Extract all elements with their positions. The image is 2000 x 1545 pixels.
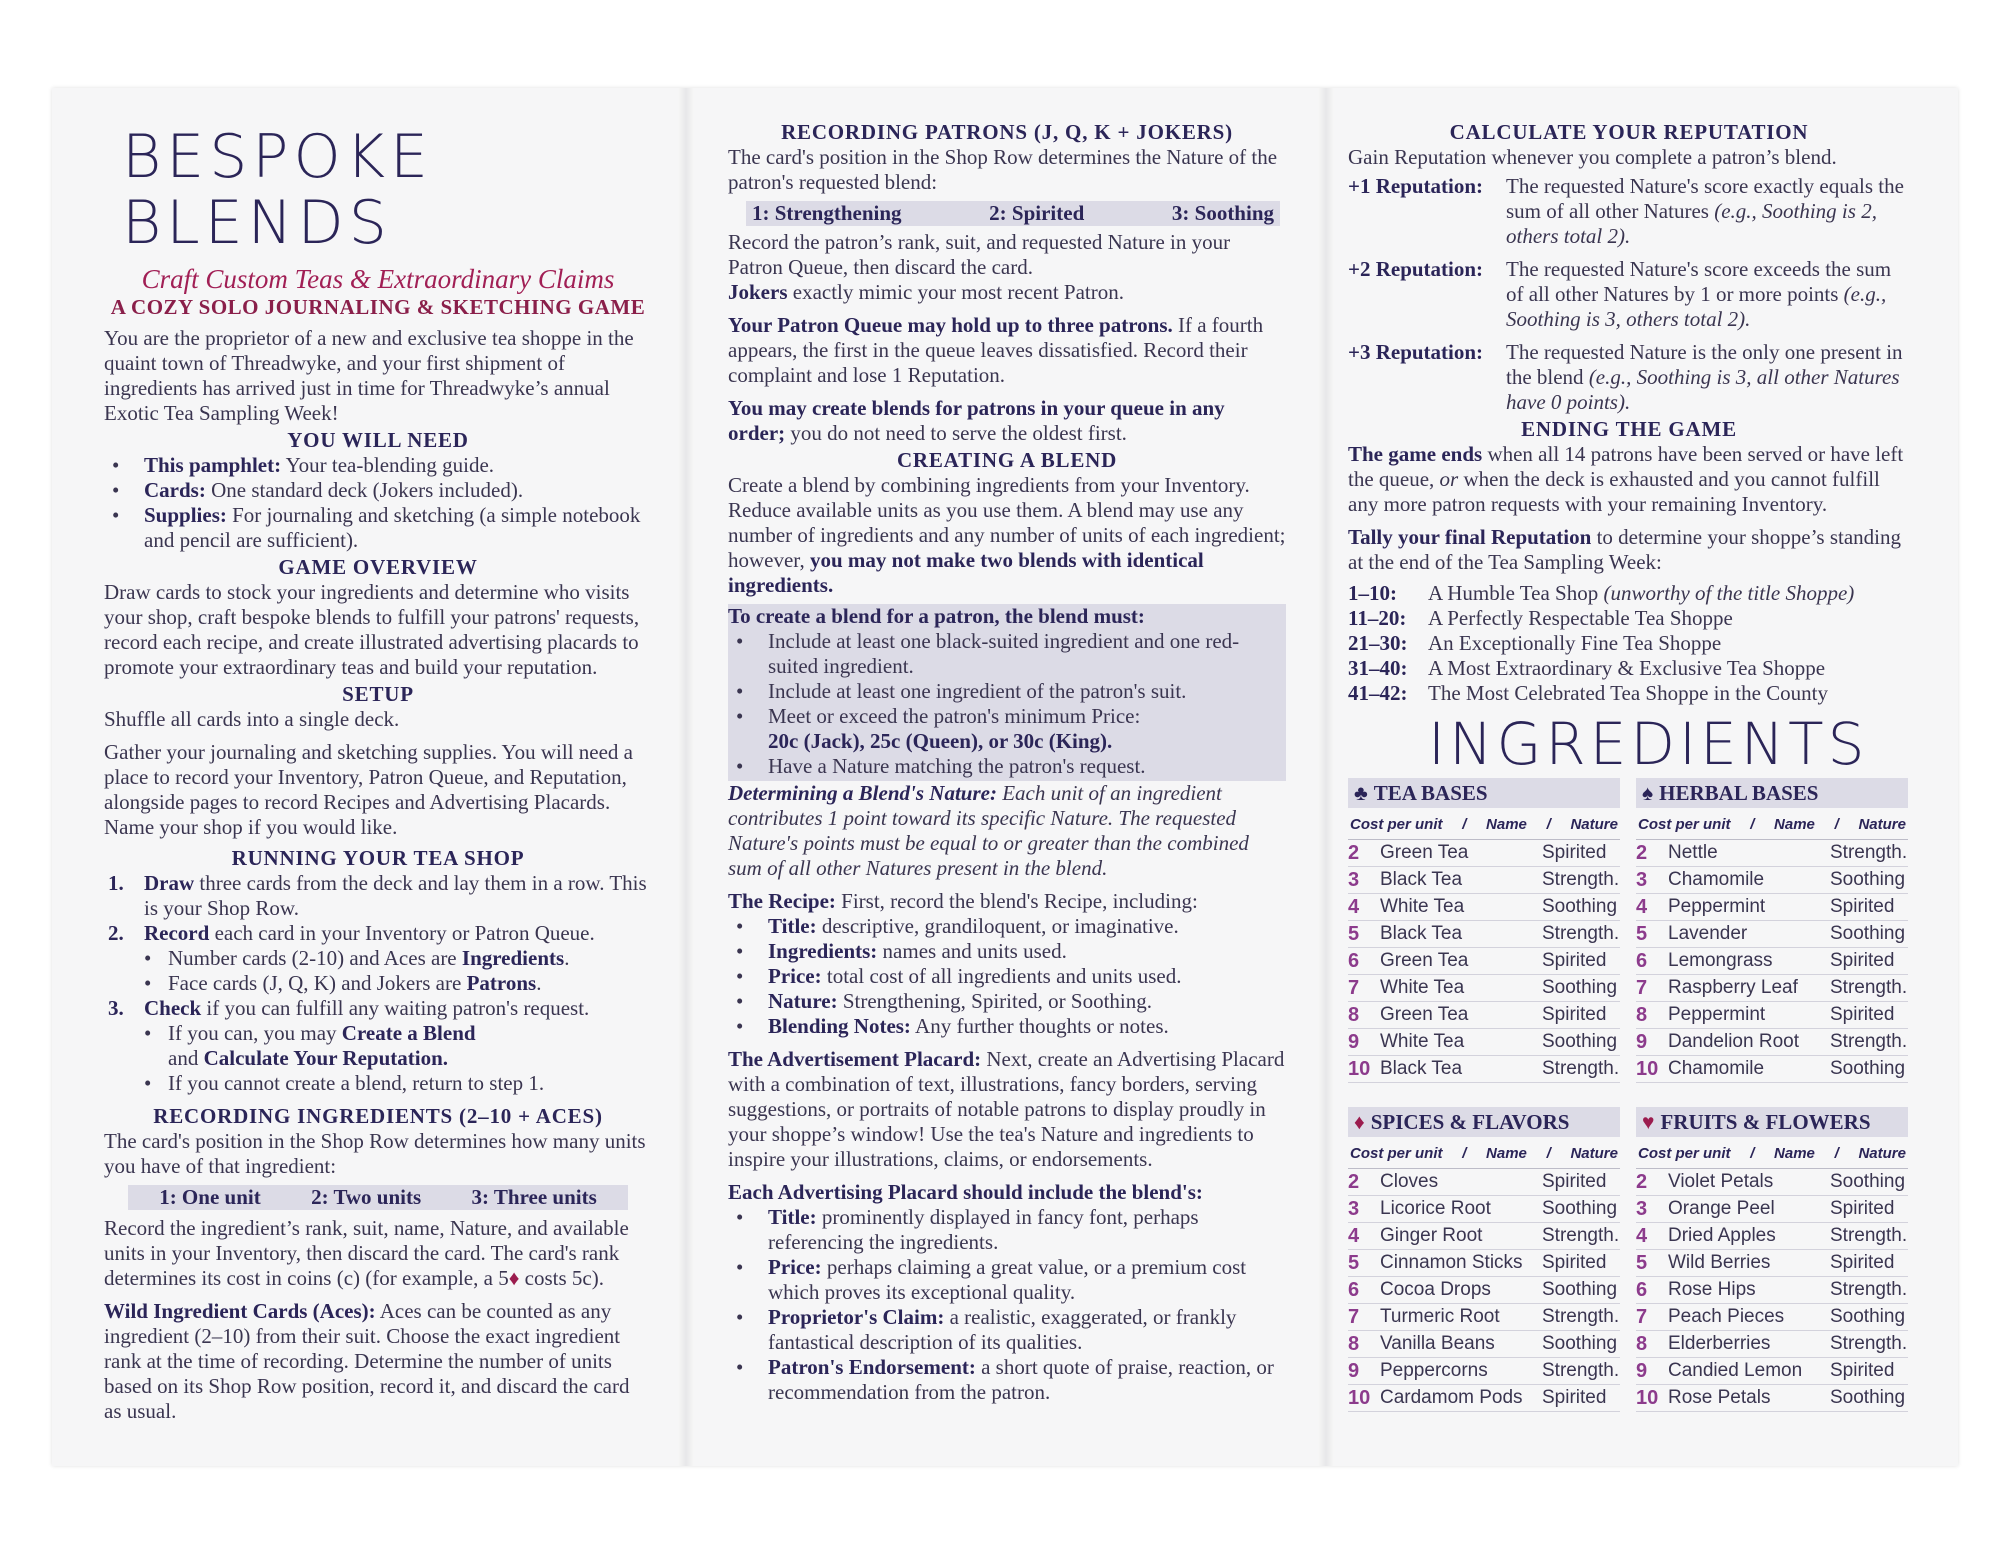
panel-right [1348,108,1910,1448]
ingredient-name: Raspberry Leaf [1668,977,1798,998]
ingredient-row [1348,1304,1620,1331]
ingredient-nature: Strength. [1542,869,1620,890]
ingredient-row [1636,1196,1908,1223]
ingredient-row [1636,1223,1908,1250]
jokers-text: Jokers exactly mimic your most recent Patron. [728,280,1124,304]
suit-icon: ♣ [1354,781,1368,805]
ingredient-table-title: SPICES & FLAVORS [1370,1110,1570,1134]
tally-row: 41–42: The Most Celebrated Tea Shoppe in the County [1348,681,1828,705]
placard-text: The Advertisement Placard: Next, create an Advertising Placard with a combination of text, illustrations, fancy borders, serving suggestions, or portraits of notable patrons to display proudly in your shoppe’s window! Use the tea's Nature and ingredients to inspire your illustrations, claims, or endorsements. [728,1047,1285,1171]
ingredient-nature: Soothing [1830,1387,1906,1408]
tally-row: 31–40: A Most Extraordinary & Exclusive Tea Shoppe [1348,656,1826,680]
requirement-item: • Include at least one black-suited ingredient and one red-suited ingredient. [728,629,1286,679]
setup-text-1: Shuffle all cards into a single deck. [104,707,400,731]
column-header: / [1750,816,1755,833]
suit-icon: ♦ [1354,1110,1365,1134]
ingredient-nature: Soothing [1830,1058,1906,1079]
ingredient-table-header [1348,1107,1620,1137]
section-heading-setup: SETUP [342,682,414,706]
recipe-item: • Ingredients: names and units used. [728,939,1286,964]
tally-text: Tally your final Reputation to determine your shoppe’s standing at the end of the Tea Sampling Week: [1348,525,1902,574]
game-title: BESPOKE BLENDS [122,122,433,258]
ingredient-table [1348,778,1620,1083]
ingredient-row [1636,1056,1908,1083]
suit-icon: ♥ [1642,1110,1655,1134]
ingredient-nature: Strength. [1542,1058,1620,1079]
ingredient-table-title: HERBAL BASES [1659,781,1819,805]
ingredient-cost: 3 [1636,1198,1648,1220]
ingredient-nature: Spirited [1542,1171,1607,1192]
placard-item: • Proprietor's Claim: a realistic, exaggerated, or frankly fantastical description of its qualities. [728,1305,1286,1355]
nature-label: 1: Strengthening [752,201,902,225]
ingredient-cost: 3 [1348,869,1360,891]
ingredient-row [1636,948,1908,975]
ingredient-row [1636,1029,1908,1056]
ingredient-name: White Tea [1380,896,1465,917]
column-header: Name [1774,816,1815,833]
ingredient-cost: 2 [1636,842,1648,864]
ingredient-name: Peach Pieces [1668,1306,1785,1327]
game-tagline: A COZY SOLO JOURNALING & SKETCHING GAME [110,295,646,319]
need-item: • Supplies: For journaling and sketching (a simple notebook and pencil are sufficient). [104,503,652,553]
ingredient-nature: Soothing [1542,896,1618,917]
ingredient-cost: 5 [1348,1252,1360,1274]
ingredient-row [1636,894,1908,921]
ingredient-cost: 7 [1348,1306,1360,1328]
recipe-item: • Title: descriptive, grandiloquent, or imaginative. [728,914,1286,939]
steps-list [104,871,652,1096]
column-headers [1636,808,1908,840]
column-header: / [1546,1145,1551,1162]
recipe-list [728,914,1286,1039]
ingredient-nature: Soothing [1542,1031,1618,1052]
ingredient-cost: 9 [1636,1031,1648,1053]
placard-list [728,1205,1286,1405]
need-item: • This pamphlet: Your tea-blending guide. [104,453,652,478]
ingredient-cost: 6 [1348,950,1360,972]
suit-icon: ♠ [1642,781,1654,805]
ingredient-row [1348,867,1620,894]
ingredient-row [1348,1331,1620,1358]
ingredient-name: Ginger Root [1380,1225,1483,1246]
nature-label: 2: Spirited [989,201,1085,225]
ingredient-cost: 9 [1348,1031,1360,1053]
ingredient-nature: Soothing [1542,1333,1618,1354]
ingredient-cost: 5 [1636,923,1648,945]
tally-row: 11–20: A Perfectly Respectable Tea Shoppe [1348,606,1733,630]
reputation-text: Gain Reputation whenever you complete a patron’s blend. [1348,145,1837,169]
step-subitem: • If you cannot create a blend, return to step 1. [104,1071,652,1096]
ingredient-name: Wild Berries [1668,1252,1771,1273]
ingredient-table [1636,778,1908,1083]
ingredient-row [1348,975,1620,1002]
ingredient-nature: Spirited [1830,950,1895,971]
ingredient-cost: 2 [1348,1171,1360,1193]
column-header: / [1834,1145,1839,1162]
ingredient-nature: Strength. [1830,977,1908,998]
needs-list [104,453,652,553]
patrons-record-text: Record the patron’s rank, suit, and requested Nature in your Patron Queue, then discard the card. [728,230,1231,279]
ingredient-row [1348,1277,1620,1304]
step-subitem: • Number cards (2-10) and Aces are Ingredients. [104,946,652,971]
ingredient-cost: 4 [1348,896,1360,918]
ingredient-nature: Strength. [1542,1225,1620,1246]
ending-text: The game ends when all 14 patrons have been served or have left the queue, or when the deck is exhausted and you cannot fulfill any more patron requests with your remaining Inventory. [1348,442,1904,516]
ingredient-name: Vanilla Beans [1380,1333,1495,1354]
ingredient-table-header [1636,1107,1908,1137]
fold-line-right [1318,88,1334,1466]
ingredient-nature: Strength. [1830,1279,1908,1300]
ingredient-nature: Strength. [1830,1333,1908,1354]
panel-middle [728,108,1286,1448]
ingredient-row [1348,1223,1620,1250]
ingredient-name: Cardamom Pods [1380,1387,1523,1408]
ingredients-title: INGREDIENTS [1428,710,1869,778]
column-header: Nature [1858,816,1906,833]
ingredient-name: White Tea [1380,1031,1465,1052]
ingredient-row [1348,840,1620,867]
ingredient-name: Rose Petals [1668,1387,1771,1408]
ingredient-row [1348,1250,1620,1277]
ingredient-table-title: FRUITS & FLOWERS [1660,1110,1871,1134]
fold-line-left [678,88,694,1466]
ingredient-cost: 8 [1348,1004,1360,1026]
ingredient-row [1636,840,1908,867]
ingredient-cost: 10 [1636,1058,1659,1080]
ingredient-row [1348,1385,1620,1412]
ingredient-cost: 6 [1636,1279,1648,1301]
ingredient-cost: 7 [1348,977,1360,999]
ingredients-position-text: The card's position in the Shop Row determines how many units you have of that ingredient: [104,1129,646,1178]
column-headers [1636,1137,1908,1169]
ingredient-name: Cinnamon Sticks [1380,1252,1523,1273]
ingredient-cost: 9 [1636,1360,1648,1382]
nature-label: 3: Soothing [1171,201,1274,225]
column-header: Name [1774,1145,1815,1162]
units-bar [128,1185,628,1210]
diamond-icon: ♦ [508,1266,520,1290]
column-headers [1348,1137,1620,1169]
column-header: Nature [1570,816,1618,833]
tally-list [1348,581,1910,706]
ingredient-name: Lemongrass [1668,950,1773,971]
ingredient-nature: Strength. [1542,923,1620,944]
ingredient-name: Cloves [1380,1171,1439,1192]
ingredient-row [1636,975,1908,1002]
column-header: Cost per unit [1638,816,1731,833]
ingredient-nature: Strength. [1542,1360,1620,1381]
ingredient-row [1348,1169,1620,1196]
ingredient-table [1348,1107,1620,1412]
section-heading-recording-patrons: RECORDING PATRONS (J, Q, K + JOKERS) [781,120,1233,144]
ingredient-name: Dandelion Root [1668,1031,1799,1052]
ingredient-nature: Spirited [1830,1198,1895,1219]
recipe-item: • Nature: Strengthening, Spirited, or Soothing. [728,989,1286,1014]
ingredient-name: Black Tea [1380,923,1463,944]
game-subtitle: Craft Custom Teas & Extraordinary Claims [141,264,615,294]
ingredient-name: Green Tea [1380,950,1469,971]
ingredient-row [1348,948,1620,975]
requirement-item: • Include at least one ingredient of the patron's suit. [728,679,1286,704]
ingredient-name: Licorice Root [1380,1198,1491,1219]
panel-left [104,108,652,1448]
ingredient-row [1348,894,1620,921]
section-heading-recording-ingredients: RECORDING INGREDIENTS (2–10 + ACES) [153,1104,603,1128]
ingredient-cost: 7 [1636,1306,1648,1328]
ingredient-name: Cocoa Drops [1380,1279,1491,1300]
ingredient-table-title: TEA BASES [1373,781,1488,805]
step-item: 1. Draw three cards from the deck and lay them in a row. This is your Shop Row. [108,871,647,920]
ingredient-name: Peppercorns [1380,1360,1488,1381]
ingredient-row [1636,1385,1908,1412]
ingredient-row [1636,1358,1908,1385]
ingredient-name: Peppermint [1668,896,1766,917]
requirement-item: • Have a Nature matching the patron's request. [728,754,1286,779]
ingredient-name: Chamomile [1668,869,1765,890]
ingredient-name: Dried Apples [1668,1225,1776,1246]
ingredient-nature: Soothing [1542,1198,1618,1219]
column-header: Cost per unit [1350,816,1443,833]
placard-item: • Title: prominently displayed in fancy font, perhaps referencing the ingredients. [728,1205,1286,1255]
ingredients-record-text: Record the ingredient’s rank, suit, name, Nature, and available units in your Inventory, then discard the card. The card's rank determines its cost in coins (c) (for example, a 5♦ costs 5c). [104,1216,629,1290]
ingredient-name: Black Tea [1380,869,1463,890]
patrons-position-text: The card's position in the Shop Row determines the Nature of the patron's requested blend: [728,145,1278,194]
column-header: Name [1486,816,1527,833]
blend-requirements-box [728,604,1286,781]
ingredient-nature: Soothing [1830,923,1906,944]
ingredient-cost: 10 [1348,1387,1371,1409]
ingredient-row [1348,1056,1620,1083]
ingredient-cost: 4 [1348,1225,1360,1247]
order-text: You may create blends for patrons in your queue in any order; you do not need to serve the oldest first. [728,396,1225,445]
column-header: Cost per unit [1638,1145,1731,1162]
ingredient-name: White Tea [1380,977,1465,998]
overview-text: Draw cards to stock your ingredients and determine who visits your shop, craft bespoke blends to fulfill your patrons' requests, record each recipe, and create illustrated advertising placards to promote your extraordinary teas and build your reputation. [104,580,640,679]
ingredient-name: Violet Petals [1668,1171,1774,1192]
natures-bar [746,201,1280,226]
ingredient-name: Nettle [1668,842,1718,863]
ingredient-row [1348,1029,1620,1056]
section-heading-creating-blend: CREATING A BLEND [896,448,1118,472]
ingredient-row [1636,1169,1908,1196]
placard-include-heading: Each Advertising Placard should include the blend's: [728,1180,1203,1204]
ingredient-row [1636,921,1908,948]
column-header: Nature [1570,1145,1618,1162]
column-header: / [1462,1145,1467,1162]
need-item: • Cards: One standard deck (Jokers included). [104,478,652,503]
units-label: 3: Three units [471,1185,597,1209]
ingredient-cost: 9 [1348,1360,1360,1382]
recipe-item: • Price: total cost of all ingredients and units used. [728,964,1286,989]
ingredient-row [1636,1250,1908,1277]
ingredient-table [1636,1107,1908,1412]
ingredient-row [1348,1002,1620,1029]
ingredient-cost: 7 [1636,977,1648,999]
requirements-heading: To create a blend for a patron, the blend must: [728,604,1145,628]
ingredient-cost: 6 [1348,1279,1360,1301]
ingredient-nature: Soothing [1830,1306,1906,1327]
ingredient-nature: Spirited [1542,1004,1607,1025]
reputation-rule: +1 Reputation: The requested Nature's score exactly equals the sum of all other Natures (e.g., Soothing is 2, others total 2). [1348,174,1904,248]
section-heading-running: RUNNING YOUR TEA SHOP [231,846,525,870]
step-subitem: • Face cards (J, Q, K) and Jokers are Patrons. [104,971,652,996]
ingredient-nature: Spirited [1542,950,1607,971]
ingredient-cost: 5 [1348,923,1360,945]
ingredient-nature: Strength. [1830,842,1908,863]
section-heading-reputation: CALCULATE YOUR REPUTATION [1449,120,1809,144]
column-header: / [1462,816,1467,833]
ingredient-name: Turmeric Root [1380,1306,1500,1327]
ingredient-name: Chamomile [1668,1058,1765,1079]
ingredient-nature: Soothing [1830,1171,1906,1192]
wild-cards-text: Wild Ingredient Cards (Aces): Aces can be counted as any ingredient (2–10) from their suit. Choose the exact ingredient rank at the time of recording. Determine the number of units based on its Shop Row position, record it, and discard the card as usual. [104,1299,630,1423]
blend-text: Create a blend by combining ingredients from your Inventory. Reduce available units as you use them. A blend may use any number of ingredients and any number of units of each ingredient; however, you may not make two blends with identical ingredients. [728,473,1286,597]
ingredient-cost: 8 [1636,1004,1648,1026]
recipe-item: • Blending Notes: Any further thoughts or notes. [728,1014,1286,1039]
column-header: Name [1486,1145,1527,1162]
ingredient-row [1636,1304,1908,1331]
column-headers [1348,808,1620,840]
ingredient-cost: 3 [1636,869,1648,891]
ingredient-row [1348,1358,1620,1385]
intro-text: You are the proprietor of a new and exclusive tea shoppe in the quaint town of Threadwyke, and your first shipment of ingredients has arrived just in time for Threadwyke’s annual Exotic Tea Sampling Week! [104,326,634,425]
ingredient-name: Orange Peel [1668,1198,1775,1219]
ingredient-cost: 5 [1636,1252,1648,1274]
requirements-list [728,629,1286,779]
step-item: 2. Record each card in your Inventory or Patron Queue. [108,921,595,945]
tally-row: 21–30: An Exceptionally Fine Tea Shoppe [1348,631,1722,655]
ingredient-cost: 3 [1348,1198,1360,1220]
units-label: 2: Two units [311,1185,422,1209]
column-header: Nature [1858,1145,1906,1162]
ingredient-row [1636,1277,1908,1304]
ingredient-tables [1348,778,1910,1412]
requirement-item: • Meet or exceed the patron's minimum Price: 20c (Jack), 25c (Queen), or 30c (King). [728,704,1286,754]
ingredient-nature: Spirited [1542,1252,1607,1273]
column-header: / [1834,816,1839,833]
ingredient-cost: 6 [1636,950,1648,972]
section-heading-game-overview: GAME OVERVIEW [278,555,478,579]
ingredient-nature: Spirited [1830,1360,1895,1381]
ingredient-name: Green Tea [1380,842,1469,863]
column-header: / [1750,1145,1755,1162]
ingredient-name: Black Tea [1380,1058,1463,1079]
ingredient-name: Green Tea [1380,1004,1469,1025]
ingredient-nature: Soothing [1830,869,1906,890]
ingredient-nature: Spirited [1542,842,1607,863]
section-heading-ending: ENDING THE GAME [1521,417,1737,441]
ingredient-row [1636,867,1908,894]
ingredient-nature: Spirited [1830,896,1895,917]
ingredient-row [1348,1196,1620,1223]
section-heading-you-will-need: YOU WILL NEED [287,428,469,452]
recipe-text: The Recipe: First, record the blend's Recipe, including: [728,889,1198,913]
ingredient-cost: 4 [1636,1225,1648,1247]
ingredient-cost: 4 [1636,896,1648,918]
ingredient-table-header [1636,778,1908,808]
ingredient-nature: Strength. [1830,1225,1908,1246]
placard-item: • Patron's Endorsement: a short quote of praise, reaction, or recommendation from the patron. [728,1355,1286,1405]
setup-text-2: Gather your journaling and sketching supplies. You will need a place to record your Inventory, Patron Queue, and Reputation, alongside pages to record Recipes and Advertising Placards. Name your shop if you would like. [104,740,633,839]
ingredient-nature: Spirited [1830,1004,1895,1025]
ingredient-cost: 8 [1348,1333,1360,1355]
ingredient-cost: 10 [1348,1058,1371,1080]
ingredient-row [1348,921,1620,948]
step-subitem: • If you can, you may Create a Blend and Calculate Your Reputation. [104,1021,652,1071]
ingredient-name: Lavender [1668,923,1748,944]
ingredient-table-header [1348,778,1620,808]
units-label: 1: One unit [159,1185,261,1209]
ingredient-nature: Soothing [1542,1279,1618,1300]
ingredient-name: Peppermint [1668,1004,1766,1025]
ingredient-name: Rose Hips [1668,1279,1756,1300]
reputation-rule: +2 Reputation: The requested Nature's score exceeds the sum of all other Natures by 1 or more points (e.g., Soothing is 3, others total 2). [1348,257,1892,331]
step-item: 3. Check if you can fulfill any waiting patron's request. [108,996,590,1020]
ingredient-name: Elderberries [1668,1333,1771,1354]
ingredient-cost: 2 [1636,1171,1648,1193]
reputation-rule: +3 Reputation: The requested Nature is the only one present in the blend (e.g., Soothing is 3, all other Natures have 0 points). [1348,340,1903,414]
placard-item: • Price: perhaps claiming a great value, or a premium cost which proves its exceptional quality. [728,1255,1286,1305]
ingredient-cost: 8 [1636,1333,1648,1355]
queue-text: Your Patron Queue may hold up to three patrons. If a fourth appears, the first in the queue leaves dissatisfied. Record their complaint and lose 1 Reputation. [728,313,1264,387]
column-header: Cost per unit [1350,1145,1443,1162]
ingredient-cost: 10 [1636,1387,1659,1409]
ingredient-nature: Strength. [1830,1031,1908,1052]
nature-rule-text: Determining a Blend's Nature: Each unit of an ingredient contributes 1 point toward its specific Nature. The requested Nature's points must be equal to or greater than the combined sum of all other Natures present in the blend. [728,781,1249,880]
ingredient-cost: 2 [1348,842,1360,864]
tally-row: 1–10: A Humble Tea Shop (unworthy of the title Shoppe) [1348,581,1855,605]
column-header: / [1546,816,1551,833]
ingredient-name: Candied Lemon [1668,1360,1803,1381]
ingredient-nature: Spirited [1830,1252,1895,1273]
ingredient-nature: Strength. [1542,1306,1620,1327]
ingredient-nature: Spirited [1542,1387,1607,1408]
ingredient-nature: Soothing [1542,977,1618,998]
ingredient-row [1636,1002,1908,1029]
ingredient-row [1636,1331,1908,1358]
